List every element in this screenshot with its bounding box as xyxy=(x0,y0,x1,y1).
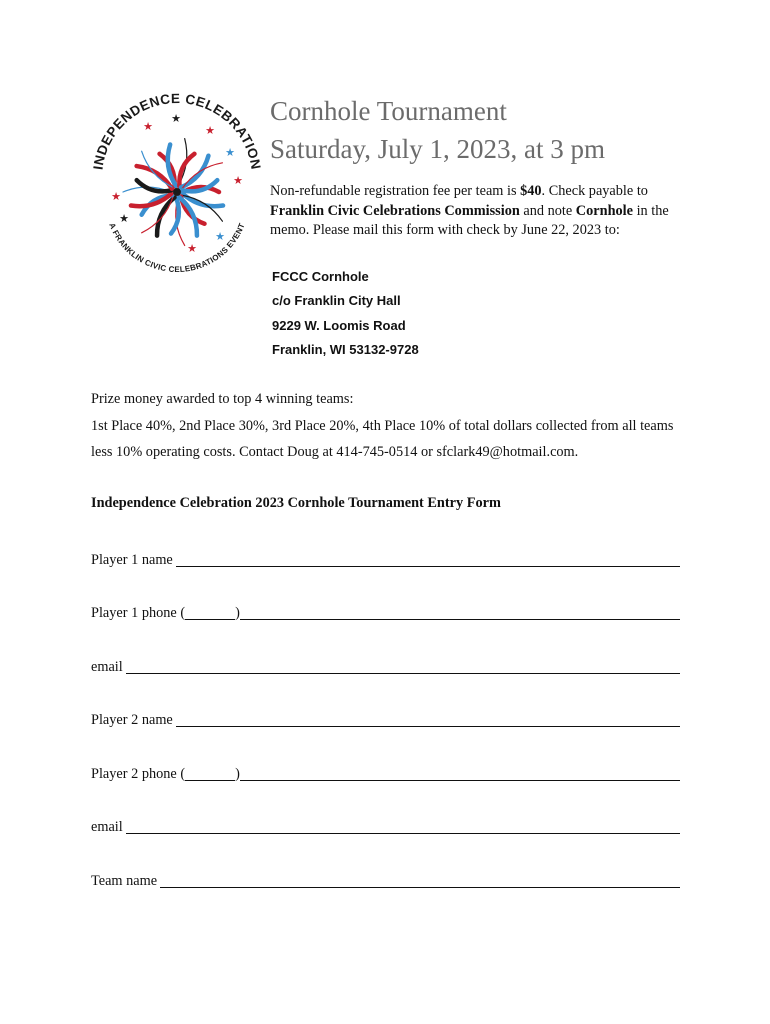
player1-email-field[interactable]: email xyxy=(91,656,680,676)
page-title: Cornhole Tournament xyxy=(270,96,507,126)
svg-text:INDEPENDENCE CELEBRATION: INDEPENDENCE CELEBRATION xyxy=(90,92,264,171)
fee-amount: $40 xyxy=(520,183,542,199)
star-icon: ★ xyxy=(119,212,129,225)
player1-name-field[interactable]: Player 1 name xyxy=(91,549,680,569)
event-date-subtitle: Saturday, July 1, 2023, at 3 pm xyxy=(270,134,605,164)
player2-name-field[interactable]: Player 2 name xyxy=(91,709,680,729)
memo-note: Cornhole xyxy=(575,202,633,219)
star-icon: ★ xyxy=(215,230,225,243)
star-icon: ★ xyxy=(233,174,243,187)
player2-email-field[interactable]: email xyxy=(91,816,680,836)
star-icon: ★ xyxy=(205,124,215,137)
svg-text:A FRANKLIN CIVIC CELEBRATIONS: A FRANKLIN CIVIC CELEBRATIONS EVENT xyxy=(107,221,247,275)
star-icon: ★ xyxy=(143,120,153,133)
registration-info: Non-refundable registration fee per team is $40. Check payable to Franklin Civic Celebrations Commission and note Cornhole in the memo. Please mail this form with check by June 22, 2023 to: xyxy=(270,183,669,238)
mailing-address: FCCC Cornhole c/o Franklin City Hall 9229 W. Loomis Road Franklin, WI 53132-9728 xyxy=(272,269,419,357)
burst-center xyxy=(173,188,181,196)
team-name-field[interactable]: Team name xyxy=(91,870,680,890)
prize-info: Prize money awarded to top 4 winning teams: 1st Place 40%, 2nd Place 30%, 3rd Place 20%, 4th Place 10% of total dollars collected from all teams less 10% operating costs. Contact Doug at 414-745-0514 or sfclark49@hotmail.com. xyxy=(91,391,674,460)
star-icon: ★ xyxy=(187,242,197,255)
independence-celebration-logo xyxy=(88,92,266,290)
payee-name: Franklin Civic Celebrations Commission xyxy=(270,202,520,219)
player1-phone-field[interactable]: Player 1 phone ( ) xyxy=(91,602,680,622)
firework-burst-icon xyxy=(111,112,243,255)
star-icon: ★ xyxy=(225,146,235,159)
player2-phone-field[interactable]: Player 2 phone ( ) xyxy=(91,763,680,783)
star-icon: ★ xyxy=(111,190,121,203)
entry-form-title: Independence Celebration 2023 Cornhole Tournament Entry Form xyxy=(91,495,501,511)
star-icon: ★ xyxy=(171,112,181,125)
